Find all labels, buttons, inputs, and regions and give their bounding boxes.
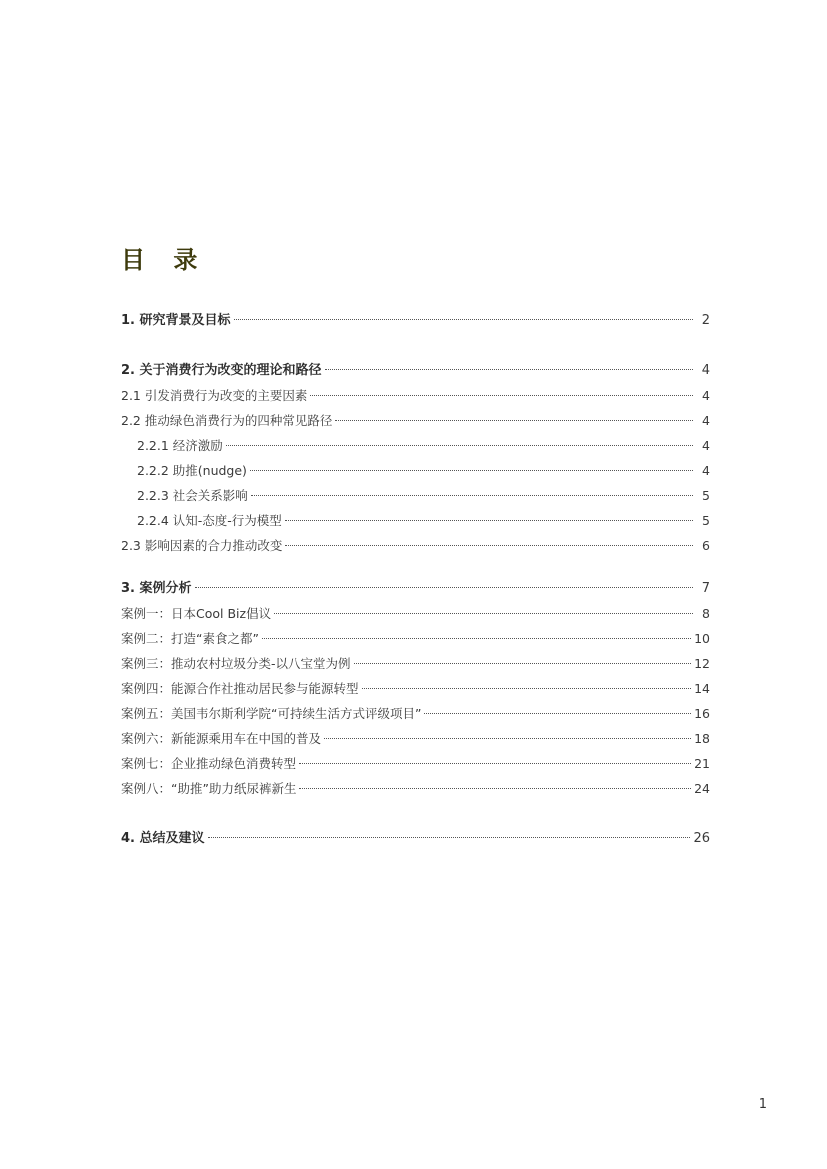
toc-entry-label: 案例三：推动农村垃圾分类-以八宝堂为例: [121, 656, 351, 671]
toc-entry-label: 3. 案例分析: [121, 581, 192, 596]
dot-leader: [285, 545, 693, 546]
toc-entry-case-8[interactable]: [121, 779, 710, 799]
dot-leader: [424, 713, 691, 714]
toc-entry-case-3[interactable]: [121, 654, 710, 674]
toc-entry-case-4[interactable]: [121, 679, 710, 699]
dot-leader: [250, 470, 693, 471]
toc-entry-2-3[interactable]: [121, 536, 710, 556]
toc-entry-label: 4. 总结及建议: [121, 831, 205, 846]
toc-entry-page: 6: [702, 538, 710, 553]
toc-entry-label: 2.1 引发消费行为改变的主要因素: [121, 388, 308, 403]
toc-entry-label: 2.2.3 社会关系影响: [137, 488, 248, 503]
toc-entry-case-analysis[interactable]: [121, 579, 710, 599]
toc-entry-page: 18: [694, 731, 710, 746]
dot-leader: [208, 837, 691, 838]
dot-leader: [299, 763, 691, 764]
toc-entry-2-2-2[interactable]: [121, 461, 710, 481]
toc-list: [121, 0, 710, 1169]
toc-entry-page: 5: [702, 488, 710, 503]
toc-entry-2-2[interactable]: [121, 411, 710, 431]
toc-entry-page: 4: [702, 438, 710, 453]
dot-leader: [262, 638, 691, 639]
toc-entry-label: 2.3 影响因素的合力推动改变: [121, 538, 283, 553]
toc-entry-page: 14: [694, 681, 710, 696]
toc-entry-label: 2. 关于消费行为改变的理论和路径: [121, 363, 322, 378]
toc-entry-case-6[interactable]: [121, 729, 710, 749]
toc-entry-page: 10: [694, 631, 710, 646]
toc-entry-page: 12: [694, 656, 710, 671]
page-number: 1: [758, 1097, 767, 1112]
toc-entry-label: 案例六：新能源乘用车在中国的普及: [121, 731, 322, 746]
toc-entry-page: 4: [702, 463, 710, 478]
toc-entry-label: 2.2.2 助推(nudge): [137, 463, 247, 478]
dot-leader: [310, 395, 693, 396]
toc-entry-label: 2.2 推动绿色消费行为的四种常见路径: [121, 413, 333, 428]
toc-entry-label: 案例五：美国韦尔斯利学院“可持续生活方式评级项目”: [121, 706, 422, 721]
toc-entry-case-7[interactable]: [121, 754, 710, 774]
dot-leader: [234, 319, 693, 320]
toc-entry-theory-and-paths[interactable]: [121, 361, 710, 381]
toc-entry-page: 24: [694, 781, 710, 796]
toc-entry-label: 1. 研究背景及目标: [121, 313, 231, 328]
toc-entry-page: 4: [702, 388, 710, 403]
dot-leader: [285, 520, 693, 521]
toc-entry-page: 8: [702, 606, 710, 621]
toc-entry-page: 26: [693, 831, 710, 846]
dot-leader: [335, 420, 693, 421]
toc-entry-research-background[interactable]: [121, 311, 710, 331]
toc-entry-label: 案例七：企业推动绿色消费转型: [121, 756, 297, 771]
dot-leader: [226, 445, 693, 446]
dot-leader: [325, 369, 693, 370]
toc-entry-label: 2.2.1 经济激励: [137, 438, 223, 453]
toc-entry-label: 案例一：日本Cool Biz倡议: [121, 606, 272, 621]
dot-leader: [274, 613, 693, 614]
toc-entry-case-1[interactable]: [121, 604, 710, 624]
toc-entry-2-2-3[interactable]: [121, 486, 710, 506]
toc-entry-label: 案例八：“助推”助力纸尿裤新生: [121, 781, 297, 796]
toc-entry-case-2[interactable]: [121, 629, 710, 649]
toc-entry-page: 16: [694, 706, 710, 721]
toc-entry-page: 7: [701, 581, 710, 596]
toc-entry-2-1[interactable]: [121, 386, 710, 406]
dot-leader: [354, 663, 692, 664]
toc-entry-page: 4: [701, 363, 710, 378]
toc-entry-label: 案例四：能源合作社推动居民参与能源转型: [121, 681, 359, 696]
toc-entry-page: 5: [702, 513, 710, 528]
toc-entry-label: 案例二：打造“素食之都”: [121, 631, 259, 646]
dot-leader: [324, 738, 691, 739]
toc-entry-label: 2.2.4 认知-态度-行为模型: [137, 513, 282, 528]
dot-leader: [195, 587, 693, 588]
toc-entry-page: 2: [701, 313, 710, 328]
toc-entry-page: 4: [702, 413, 710, 428]
toc-entry-summary[interactable]: [121, 829, 710, 849]
toc-entry-page: 21: [694, 756, 710, 771]
toc-entry-2-2-4[interactable]: [121, 511, 710, 531]
toc-entry-2-2-1[interactable]: [121, 436, 710, 456]
dot-leader: [299, 788, 691, 789]
dot-leader: [251, 495, 693, 496]
toc-entry-case-5[interactable]: [121, 704, 710, 724]
toc-title: 目 录: [121, 246, 208, 274]
dot-leader: [362, 688, 692, 689]
